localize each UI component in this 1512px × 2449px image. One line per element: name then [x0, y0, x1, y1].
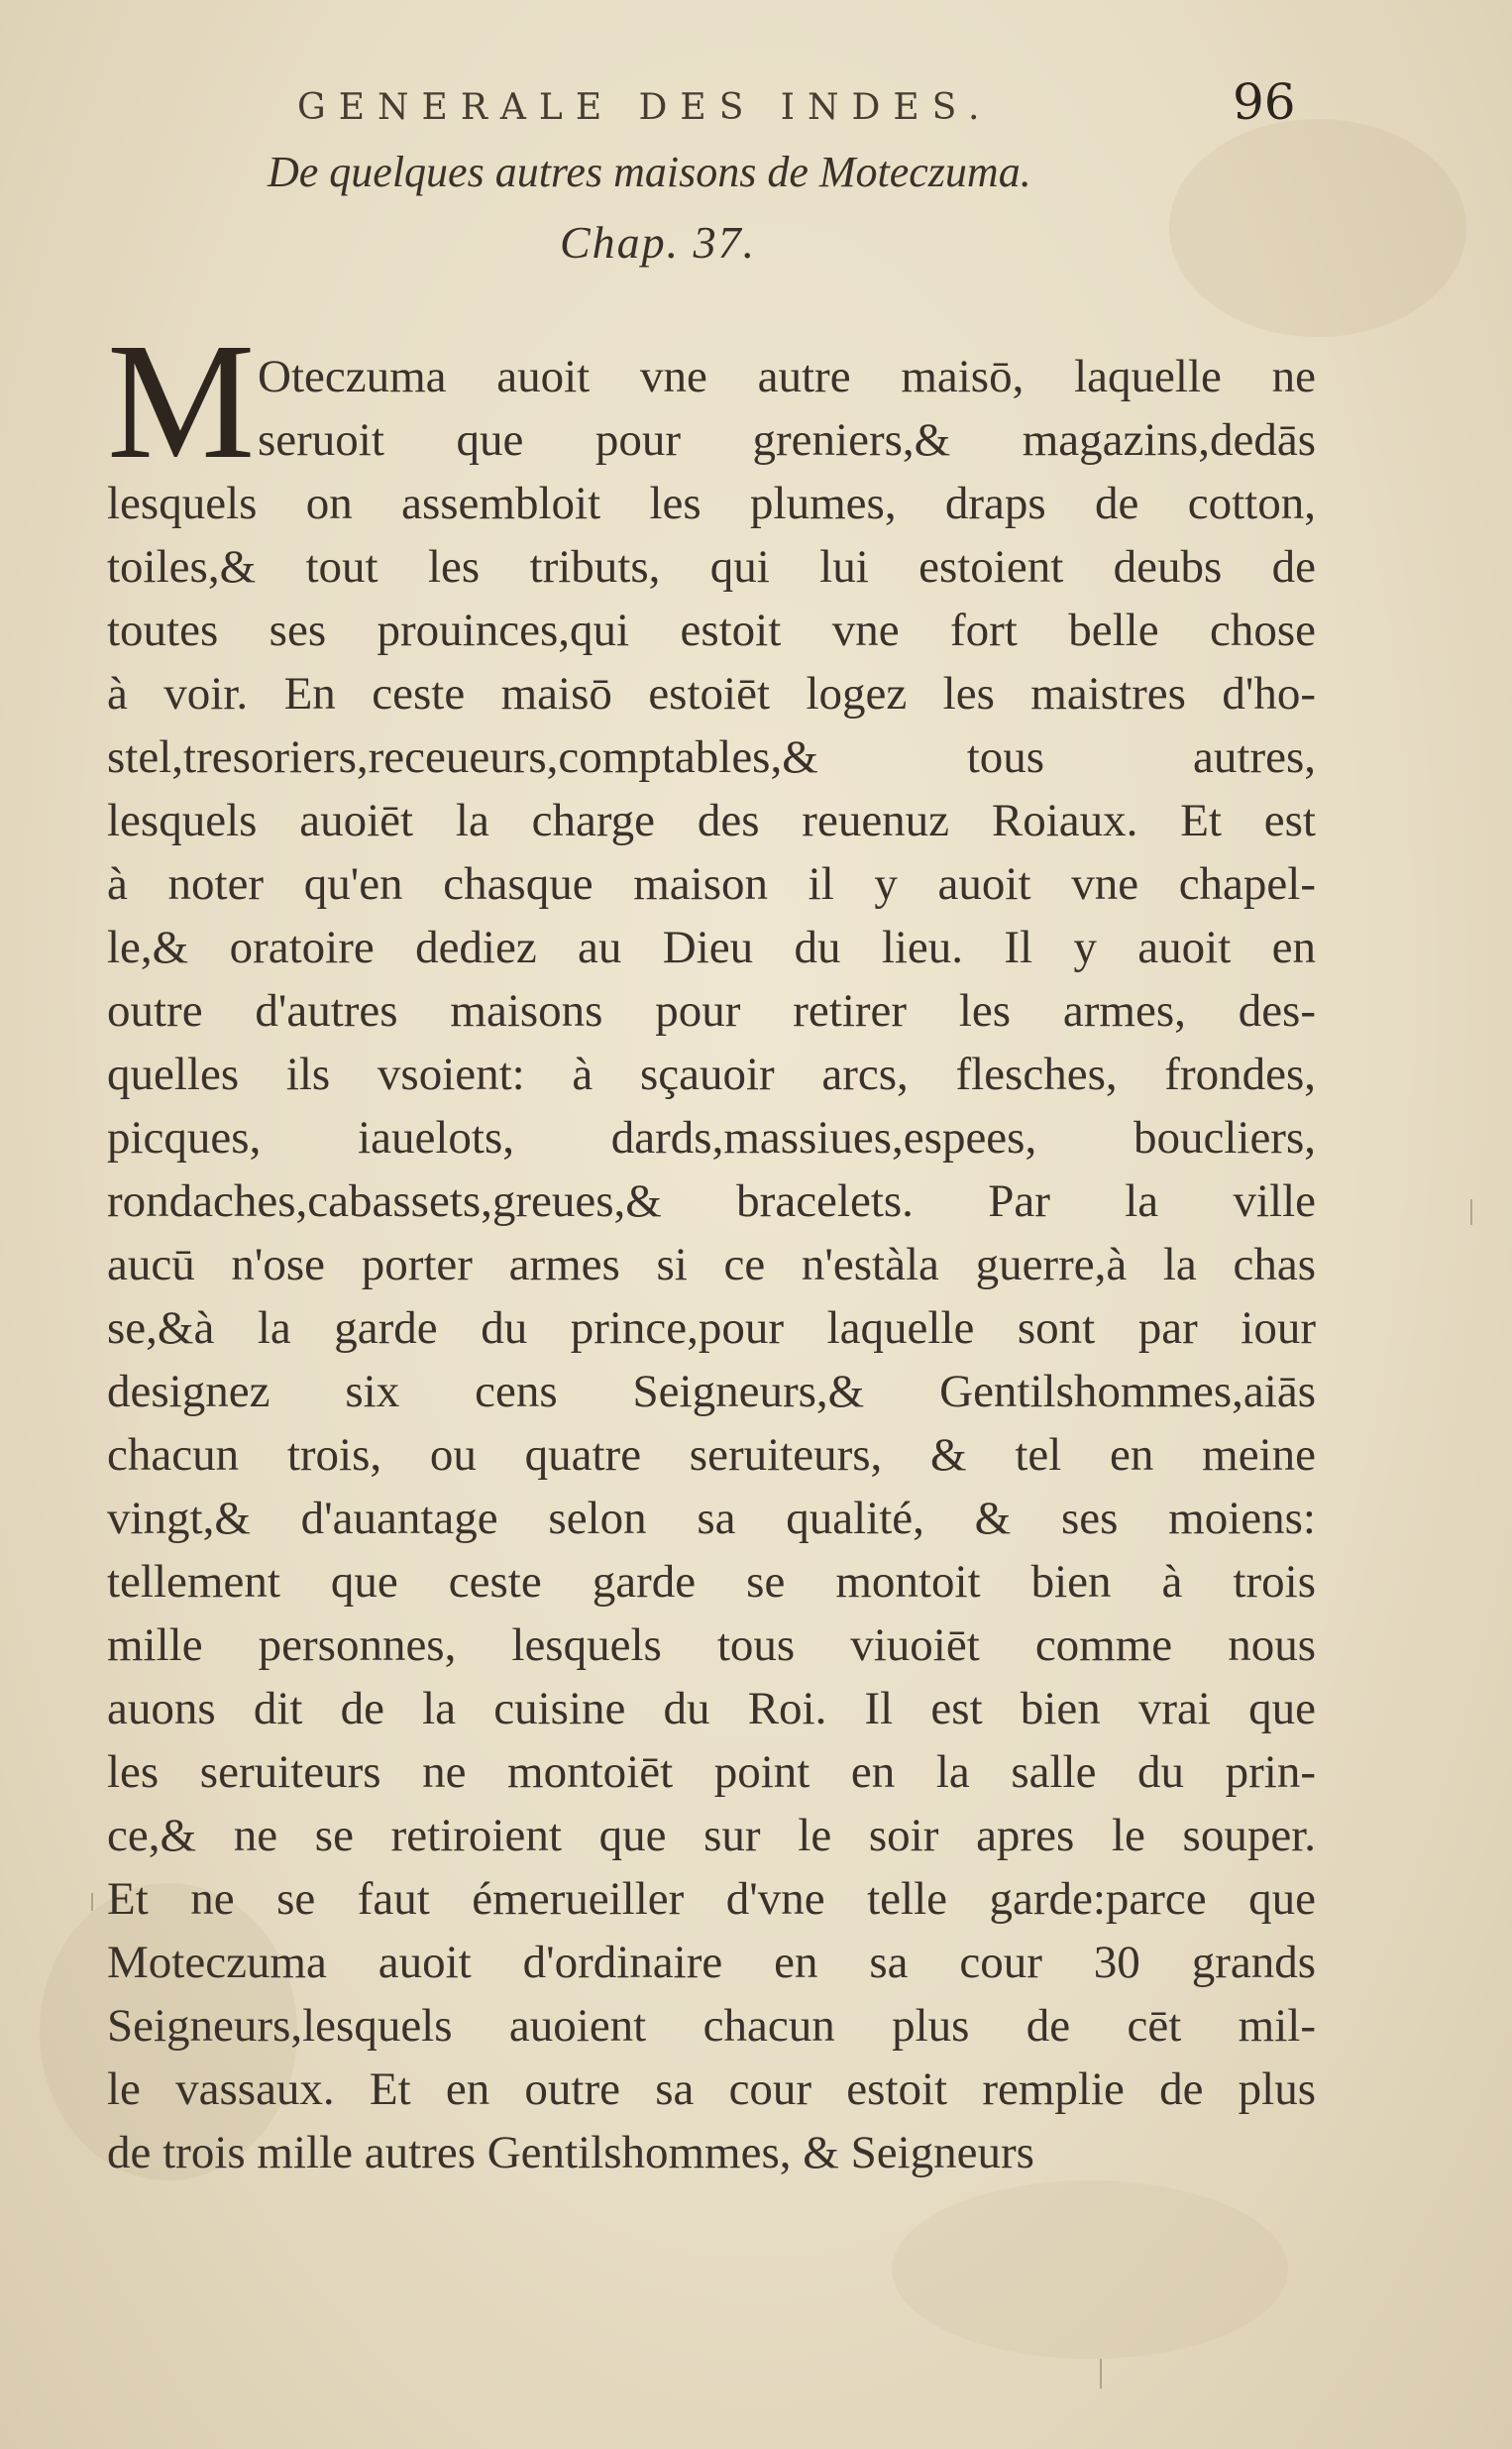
margin-mark [91, 1893, 93, 1911]
text-line: picques, iauelots, dards,massiues,espees, boucliers, [107, 1112, 1316, 1164]
text-line: ce,& ne se retiroient que sur le soir apres le souper. [107, 1810, 1316, 1861]
text-line: rondaches,cabassets,greues,& bracelets. Par la ville [107, 1175, 1316, 1227]
body-text [107, 345, 1316, 2184]
text-line: Seigneurs,lesquels auoient chacun plus de cēt mil- [107, 2000, 1316, 2052]
chapter-title: De quelques autres maisons de Moteczuma. [268, 148, 1031, 196]
text-line: seruoit que pour greniers,& magazins,dedās [258, 414, 1316, 466]
text-line: Et ne se faut émerueiller d'vne telle garde:parce que [107, 1873, 1316, 1925]
text-line: se,&à la garde du prince,pour laquelle sont par iour [107, 1302, 1316, 1354]
text-line: tellement que ceste garde se montoit bien à trois [107, 1556, 1316, 1608]
text-line: le,& oratoire dediez au Dieu du lieu. Il y auoit en [107, 922, 1316, 973]
text-line: à voir. En ceste maisō estoiēt logez les maistres d'ho- [107, 668, 1316, 720]
running-header: GENERALE DES INDES. [297, 87, 993, 128]
text-line: mille personnes, lesquels tous viuoiēt comme nous [107, 1619, 1316, 1671]
text-line: Moteczuma auoit d'ordinaire en sa cour 30 grands [107, 1937, 1316, 1988]
page-number: 96 [1233, 73, 1296, 131]
text-line: à noter qu'en chasque maison il y auoit vne chapel- [107, 858, 1316, 910]
text-line: aucū n'ose porter armes si ce n'estàla guerre,à la chas [107, 1239, 1316, 1290]
paper-stain [892, 2180, 1288, 2359]
chapter-number: Chap. 37. [560, 217, 757, 268]
text-line: vingt,& d'auantage selon sa qualité, & ses moiens: [107, 1493, 1316, 1544]
text-line: chacun trois, ou quatre seruiteurs, & tel en meine [107, 1429, 1316, 1481]
margin-mark [1100, 2359, 1102, 2389]
text-line: lesquels auoiēt la charge des reuenuz Roiaux. Et est [107, 795, 1316, 846]
text-line: Oteczuma auoit vne autre maisō, laquelle ne [258, 351, 1316, 402]
text-line: stel,tresoriers,receueurs,comptables,& tous autres, [107, 731, 1316, 783]
text-line: les seruiteurs ne montoiēt point en la salle du prin- [107, 1746, 1316, 1798]
text-line: de trois mille autres Gentilshommes, & Seigneurs [107, 2127, 1034, 2178]
text-line: quelles ils vsoient: à sçauoir arcs, flesches, frondes, [107, 1049, 1316, 1100]
text-line: auons dit de la cuisine du Roi. Il est bien vrai que [107, 1683, 1316, 1734]
text-line: lesquels on assembloit les plumes, draps de cotton, [107, 478, 1316, 529]
margin-mark [1470, 1199, 1472, 1225]
text-line: toiles,& tout les tributs, qui lui estoient deubs de [107, 541, 1316, 593]
paper-stain [1169, 119, 1466, 337]
text-line: designez six cens Seigneurs,& Gentilshommes,aiās [107, 1366, 1316, 1417]
text-line: le vassaux. Et en outre sa cour estoit remplie de plus [107, 2063, 1316, 2115]
text-line: toutes ses prouinces,qui estoit vne fort belle chose [107, 605, 1316, 656]
drop-cap-initial: M [107, 309, 256, 494]
text-line: outre d'autres maisons pour retirer les armes, des- [107, 985, 1316, 1037]
